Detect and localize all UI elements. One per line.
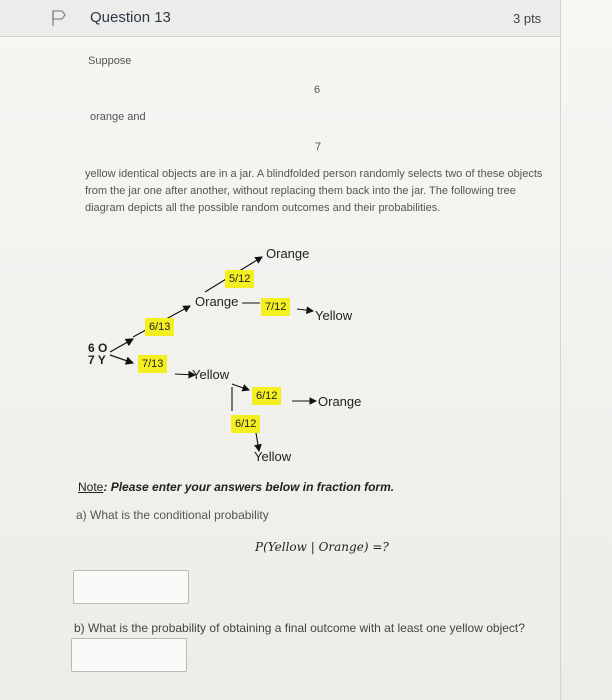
start-orange-count: 6 O [88, 341, 108, 355]
leaf-orange-yellow: Yellow [315, 308, 353, 323]
suppose-text: Suppose [88, 55, 132, 67]
part-a-answer-input[interactable] [73, 570, 189, 604]
question-title: Question 13 [90, 9, 171, 26]
prob-yellow-orange: 6/12 [252, 387, 281, 405]
question-points: 3 pts [513, 11, 542, 26]
part-b-answer-input[interactable] [71, 638, 187, 672]
part-a-formula: P(Yellow | Orange) =? [255, 540, 389, 554]
prob-yellow-first: 7/13 [138, 355, 167, 373]
note-label: Note [78, 480, 104, 494]
answer-format-note [78, 480, 394, 494]
yellow-count: 7 [315, 141, 322, 153]
node-yellow: Yellow [192, 367, 230, 382]
orange-count: 6 [314, 84, 321, 96]
part-a-label: a) What is the conditional probability [76, 508, 269, 522]
leaf-yellow-yellow: Yellow [254, 449, 292, 464]
note-text: : Please enter your answers below in fraction form. [103, 480, 395, 494]
node-orange: Orange [195, 294, 239, 309]
prob-yellow-yellow: 6/12 [231, 415, 260, 433]
start-node [88, 342, 107, 366]
prob-orange-yellow: 7/12 [261, 298, 290, 316]
orange-and-text: orange and [90, 111, 146, 123]
prob-orange-orange: 5/12 [225, 270, 254, 288]
leaf-orange-orange: Orange [266, 246, 310, 261]
problem-paragraph: yellow identical objects are in a jar. A blindfolded person randomly selects two of these objects from the jar one after another, without replacing them back into the jar. The following tree diagram depicts all the possible random outcomes and their probabilities. [85, 168, 543, 214]
prob-orange-first: 6/13 [145, 318, 174, 336]
start-yellow-count: 7 Y [88, 353, 106, 367]
leaf-yellow-orange: Orange [318, 394, 362, 409]
part-b-label: b) What is the probability of obtaining a final outcome with at least one yellow object? [74, 621, 525, 635]
